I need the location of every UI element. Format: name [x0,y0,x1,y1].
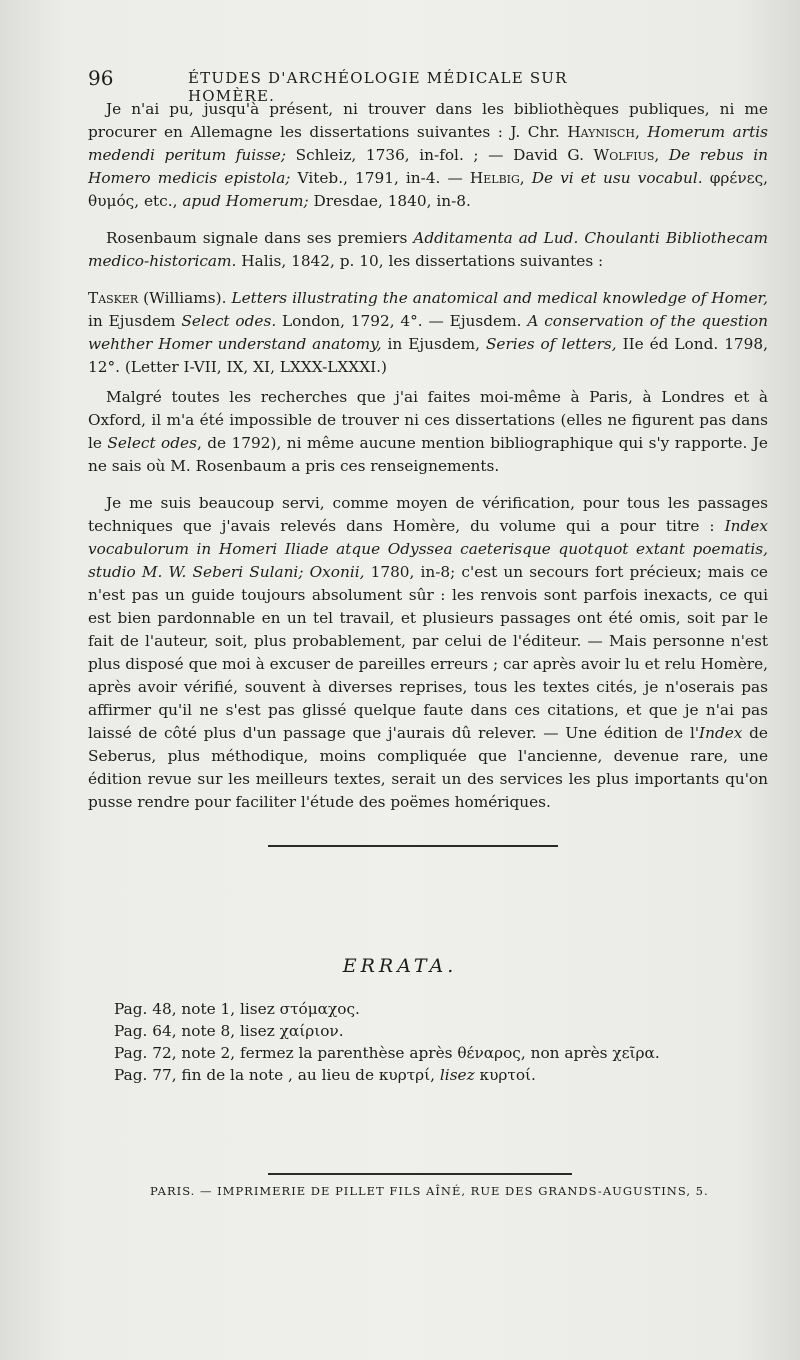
text-run: Schleiz, 1736, in-fol. ; — David G. [286,146,594,164]
text-run: Je me suis beaucoup servi, comme moyen de vérification, pour tous les passages techniques que j'avais relevés dans Homère, du volume qui a pour titre : [88,494,768,535]
running-title: ÉTUDES D'ARCHÉOLOGIE MÉDICALE SUR HOMÈRE. [188,69,568,105]
text-run: (Williams). [138,289,232,307]
greek-word: χαίριον. [279,1022,344,1040]
text-run: φρένες, θυμός, etc., [88,169,768,210]
book-title: Select odes. [181,312,277,330]
text-run: Pag. 72, note 2, fermez la parenthèse après θέναρος, non après [114,1044,613,1062]
page-number: 96 [88,66,114,90]
footer-divider [268,1173,572,1175]
book-title: Letters illustrating the anatomical and medical knowledge of Homer, [231,289,768,307]
text-run: IIe éd Lond. 1798, 12°. (Letter I-VII, IX, XI, LXXX-LXXXI.) [88,335,768,376]
book-title: Index vocabulorum in Homeri Iliade atque Odyssea caeterisque quotquot extant poematis, studio M. W. Seberi Sulani; Oxonii, [88,517,768,581]
text-run: Malgré toutes les recherches que j'ai faites moi-même à Paris, à Londres et à Oxford, il m'a été impossible de trouver ni ces dissertations (elles ne figurent pas dans le [88,388,768,452]
errata-item [114,1020,660,1042]
errata-list [114,998,660,1086]
book-title: Series of letters, [485,335,617,353]
paragraph-missing-dissertations [88,98,768,213]
book-title: De vi et usu vocabul. [531,169,703,187]
page-header [88,66,648,105]
paragraph-tasker-reference [88,287,768,379]
italic-word: lisez [439,1066,475,1084]
text-run: Halis, 1842, p. 10, les dissertations suivantes : [236,252,604,270]
text-run: in Ejusdem [88,312,182,330]
book-title: Index [699,724,743,742]
text-run: Viteb., 1791, in-4. — [290,169,470,187]
paragraph-index-seberus [88,492,768,814]
book-title: Select odes [107,434,197,452]
errata-item [114,1064,660,1086]
text-run: , de 1792), ni même aucune mention bibliographique qui s'y rapporte. Je ne sais où M. Rosenbaum a pris ces renseignements. [88,434,768,475]
text-run: Dresdae, 1840, in-8. [308,192,471,210]
book-title: Additamenta ad Lud. Choulanti Bibliothecam medico-historicam. [88,229,768,270]
author-name: Tasker [88,289,139,307]
errata-item [114,998,660,1020]
text-run: in Ejusdem, [381,335,486,353]
paragraph-rosenbaum [88,227,768,273]
text-run: London, 1792, 4°. — Ejusdem. [276,312,528,330]
text-run: Pag. 64, note 8, lisez [114,1022,280,1040]
book-title: A conservation of the question wehther Homer understand anatomy, [88,312,768,353]
book-title: apud Homerum; [182,192,309,210]
greek-word: στόμαχος. [279,1000,360,1018]
book-title: De rebus in Homero medicis epistola; [88,146,768,187]
text-run: Rosenbaum signale dans ses premiers [106,229,414,247]
author-name: Helbig [469,169,520,187]
book-title: Homerum artis medendi peritum fuisse; [88,123,768,164]
errata-heading: ERRATA. [342,955,458,977]
text-run: , [519,169,532,187]
printer-imprint: PARIS. — IMPRIMERIE DE PILLET FILS AÎNÉ, RUE DES GRANDS-AUGUSTINS, 5. [150,1184,709,1198]
author-name: Haynisch [567,123,635,141]
text-run: 1780, in-8; c'est un secours fort précieux; mais ce n'est pas un guide toujours absolument sûr : les renvois sont parfois inexacts, ce qui est bien pardonnable en un tel travail, et plusieurs passages ont été omis, soit par le fait de l'auteur, soit, plus probablement, par celui de l'éditeur. — Mais personne n'est plus disposé que moi à excuser de pareilles erreurs ; car après avoir lu et relu Homère, après avoir vérifié, souvent à diverses reprises, tous les textes cités, je n'oserais pas affirmer qu'il ne s'est pas glissé quelque faute dans ces citations, et que je n'ai pas laissé de côté plus d'un passage que j'aurais dû relever. — Une édition de l' [88,563,768,742]
text-run: Pag. 77, fin de la note , au lieu de κυρτρί, [114,1066,440,1084]
greek-word: χεῖρα. [612,1044,660,1062]
text-run: Pag. 48, note 1, lisez [114,1000,280,1018]
text-run: Je n'ai pu, jusqu'à présent, ni trouver dans les bibliothèques publiques, ni me procurer en Allemagne les dissertations suivantes : J. Chr. [88,100,768,141]
text-run: de Seberus, plus méthodique, moins compliquée que l'ancienne, devenue rare, une édition revue sur les meilleurs textes, serait un des services les plus importants qu'on pusse rendre pour faciliter l'étude des poëmes homériques. [88,724,768,811]
main-text [88,98,768,821]
section-divider [268,845,558,847]
text-run: , [634,123,648,141]
author-name: Wolfius [593,146,655,164]
errata-item [114,1042,660,1064]
paragraph-research [88,386,768,478]
greek-word: κυρτοί. [474,1066,536,1084]
text-run: , [654,146,669,164]
